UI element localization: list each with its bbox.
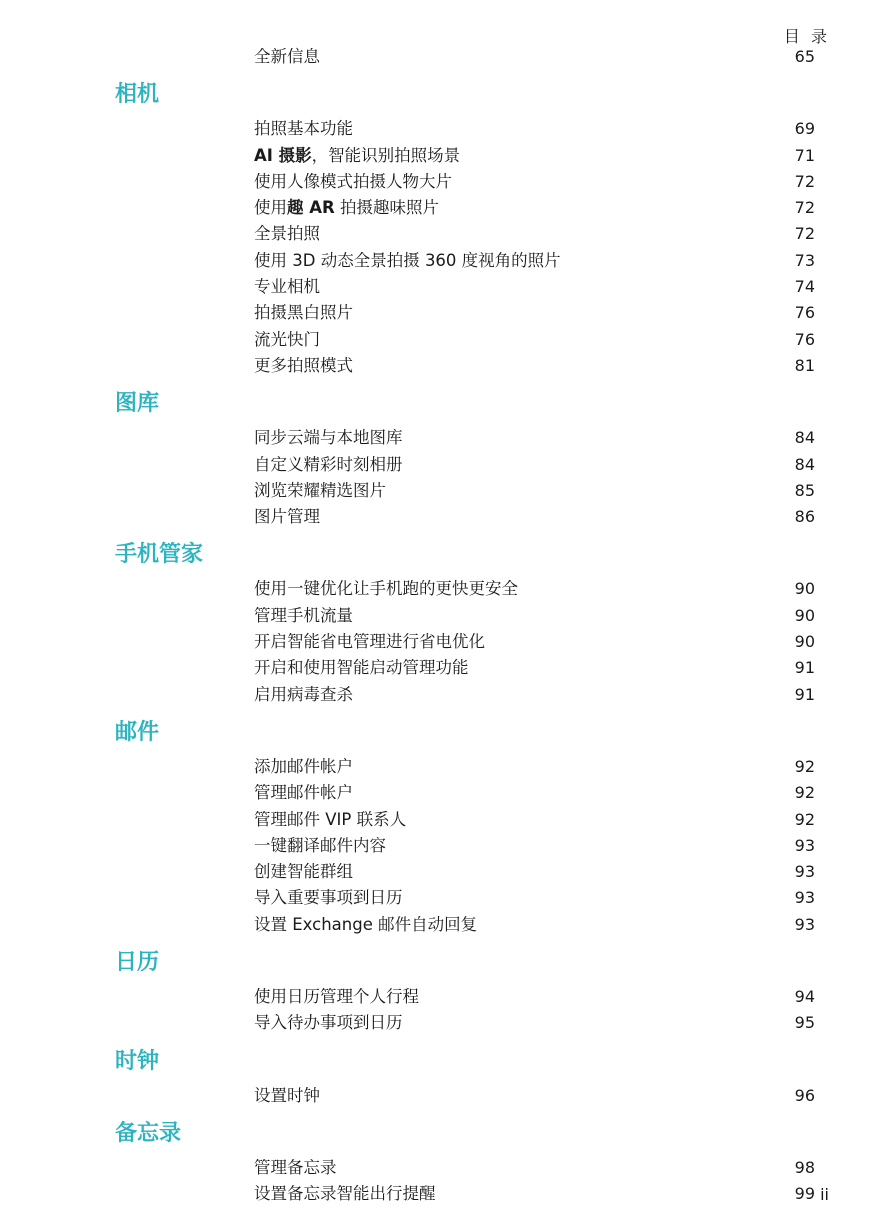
toc-entry-page: 91 (794, 684, 815, 704)
toc-entry-title[interactable]: 拍摄黑白照片 (254, 303, 353, 323)
toc-entry-title[interactable]: 同步云端与本地图库 (254, 428, 403, 448)
toc-entry-page: 90 (794, 632, 815, 652)
toc-entry-page: 93 (794, 835, 815, 855)
toc-entry-page: 72 (794, 171, 815, 191)
toc-entry[interactable] (0, 116, 869, 142)
toc-entry[interactable] (0, 807, 869, 833)
toc-entry-title[interactable]: 开启智能省电管理进行省电优化 (254, 632, 485, 652)
toc-entry[interactable] (0, 274, 869, 300)
toc-entry-page: 90 (794, 605, 815, 625)
toc-entry-title[interactable]: 设置 Exchange 邮件自动回复 (254, 914, 478, 934)
toc-entry[interactable] (0, 682, 869, 708)
toc-entry-page: 72 (794, 224, 815, 244)
page-number: ii (820, 1185, 829, 1204)
toc-entry-page: 90 (794, 579, 815, 599)
section-heading[interactable]: 图库 (115, 391, 160, 417)
toc-entry-title[interactable]: 拍照基本功能 (254, 119, 353, 139)
toc-entry[interactable] (0, 1155, 869, 1181)
toc-entry[interactable] (0, 327, 869, 353)
toc-entry-title[interactable]: 自定义精彩时刻相册 (254, 454, 403, 474)
toc-entry-title[interactable]: 使用日历管理个人行程 (254, 987, 419, 1007)
toc-entry[interactable] (0, 984, 869, 1010)
toc-entry-title[interactable]: 使用 3D 动态全景拍摄 360 度视角的照片 (254, 250, 561, 270)
toc-entry-title[interactable]: 启用病毒查杀 (254, 684, 353, 704)
toc-entry[interactable] (0, 885, 869, 911)
toc-entry-page: 92 (794, 783, 815, 803)
toc-entry[interactable] (0, 655, 869, 681)
toc-entry-title[interactable]: 管理邮件帐户 (254, 783, 353, 803)
toc-entry-title-rest: ，智能识别拍照场景 (311, 145, 461, 165)
toc-entry[interactable] (0, 300, 869, 326)
toc-entry-page: 71 (794, 145, 815, 165)
section-heading[interactable]: 日历 (115, 950, 160, 976)
toc-entry-title-pre: 使用 (254, 198, 287, 218)
toc-entry-page: 92 (794, 756, 815, 776)
toc-entry-page: 91 (794, 658, 815, 678)
section-heading[interactable]: 邮件 (115, 719, 160, 745)
toc-entry-title[interactable]: 管理邮件 VIP 联系人 (254, 809, 407, 829)
toc-entry[interactable] (0, 1083, 869, 1109)
toc-entry-page: 72 (794, 198, 815, 218)
toc-entry-page: 98 (794, 1157, 815, 1177)
section-heading[interactable]: 备忘录 (115, 1120, 182, 1146)
toc-entry-page: 93 (794, 888, 815, 908)
toc-entry-title[interactable]: 一键翻译邮件内容 (254, 835, 386, 855)
toc-entry-page: 85 (794, 480, 815, 500)
toc-entry-page: 74 (794, 277, 815, 297)
toc-entry-title[interactable]: 使用一键优化让手机跑的更快更安全 (254, 579, 518, 599)
toc-entry-title[interactable]: 导入待办事项到日历 (254, 1013, 403, 1033)
toc-entry-title[interactable]: 浏览荣耀精选图片 (254, 480, 386, 500)
toc-entry-page: 84 (794, 454, 815, 474)
toc-entry-title[interactable]: 添加邮件帐户 (254, 756, 353, 776)
toc-entry[interactable] (0, 859, 869, 885)
toc-entry[interactable] (0, 912, 869, 938)
toc-entry-title[interactable]: 导入重要事项到日历 (254, 888, 403, 908)
toc-entry-page: 93 (794, 914, 815, 934)
toc-entry[interactable] (0, 425, 869, 451)
toc-entry-page: 92 (794, 809, 815, 829)
toc-entry-title[interactable]: 设置备忘录智能出行提醒 (254, 1184, 436, 1204)
toc-entry[interactable] (0, 1010, 869, 1036)
toc-entry-page: 81 (794, 355, 815, 375)
toc-entry-title[interactable] (254, 143, 460, 169)
toc-entry[interactable] (0, 603, 869, 629)
toc-entry-title[interactable]: 创建智能群组 (254, 862, 353, 882)
toc-entry[interactable] (0, 629, 869, 655)
toc-entry[interactable] (0, 576, 869, 602)
toc-entry-page: 73 (794, 250, 815, 270)
toc-entry[interactable] (0, 754, 869, 780)
toc-entry-page: 99 (794, 1184, 815, 1204)
section-heading[interactable]: 时钟 (115, 1048, 160, 1074)
toc-entry[interactable] (0, 221, 869, 247)
toc-entry-page: 86 (794, 507, 815, 527)
section-heading[interactable]: 相机 (115, 82, 160, 108)
toc-entry-title[interactable]: 流光快门 (254, 329, 320, 349)
table-of-contents (0, 44, 869, 1208)
toc-entry-title[interactable] (254, 195, 439, 221)
toc-entry-title[interactable]: 图片管理 (254, 507, 320, 527)
toc-entry-page: 69 (794, 119, 815, 139)
toc-entry[interactable] (0, 169, 869, 195)
toc-entry-page: 95 (794, 1013, 815, 1033)
toc-entry-title[interactable]: 更多拍照模式 (254, 355, 353, 375)
toc-entry-page: 96 (794, 1085, 815, 1105)
section-heading[interactable]: 手机管家 (115, 542, 204, 568)
toc-entry[interactable] (0, 353, 869, 379)
toc-entry-title[interactable]: 使用人像模式拍摄人物大片 (254, 171, 452, 191)
toc-entry[interactable] (0, 195, 869, 221)
toc-entry-page: 94 (794, 987, 815, 1007)
toc-entry-title[interactable]: 管理备忘录 (254, 1157, 337, 1177)
toc-entry[interactable] (0, 780, 869, 806)
toc-entry-title[interactable]: 全景拍照 (254, 224, 320, 244)
toc-entry[interactable] (0, 833, 869, 859)
toc-entry[interactable] (0, 143, 869, 169)
toc-entry-title[interactable]: 全新信息 (254, 47, 320, 66)
toc-entry-title-rest: 拍摄趣味照片 (334, 198, 439, 218)
toc-entry-title-bold: AI 摄影 (254, 145, 312, 165)
toc-entry[interactable] (0, 1181, 869, 1207)
toc-entry[interactable] (0, 504, 869, 530)
toc-entry[interactable] (0, 44, 869, 70)
toc-entry-title[interactable]: 管理手机流量 (254, 605, 353, 625)
toc-entry-title-bold: 趣 AR (287, 198, 335, 218)
toc-entry-page: 76 (794, 329, 815, 349)
toc-entry-page: 93 (794, 862, 815, 882)
toc-entry-title[interactable]: 专业相机 (254, 277, 320, 297)
toc-entry-page: 76 (794, 303, 815, 323)
toc-entry[interactable] (0, 248, 869, 274)
toc-entry-page: 65 (794, 47, 815, 66)
toc-entry[interactable] (0, 452, 869, 478)
toc-entry-title[interactable]: 开启和使用智能启动管理功能 (254, 658, 469, 678)
toc-entry[interactable] (0, 478, 869, 504)
toc-header-label: 目 录 (783, 27, 830, 46)
toc-entry-title[interactable]: 设置时钟 (254, 1085, 320, 1105)
toc-entry-page: 84 (794, 428, 815, 448)
